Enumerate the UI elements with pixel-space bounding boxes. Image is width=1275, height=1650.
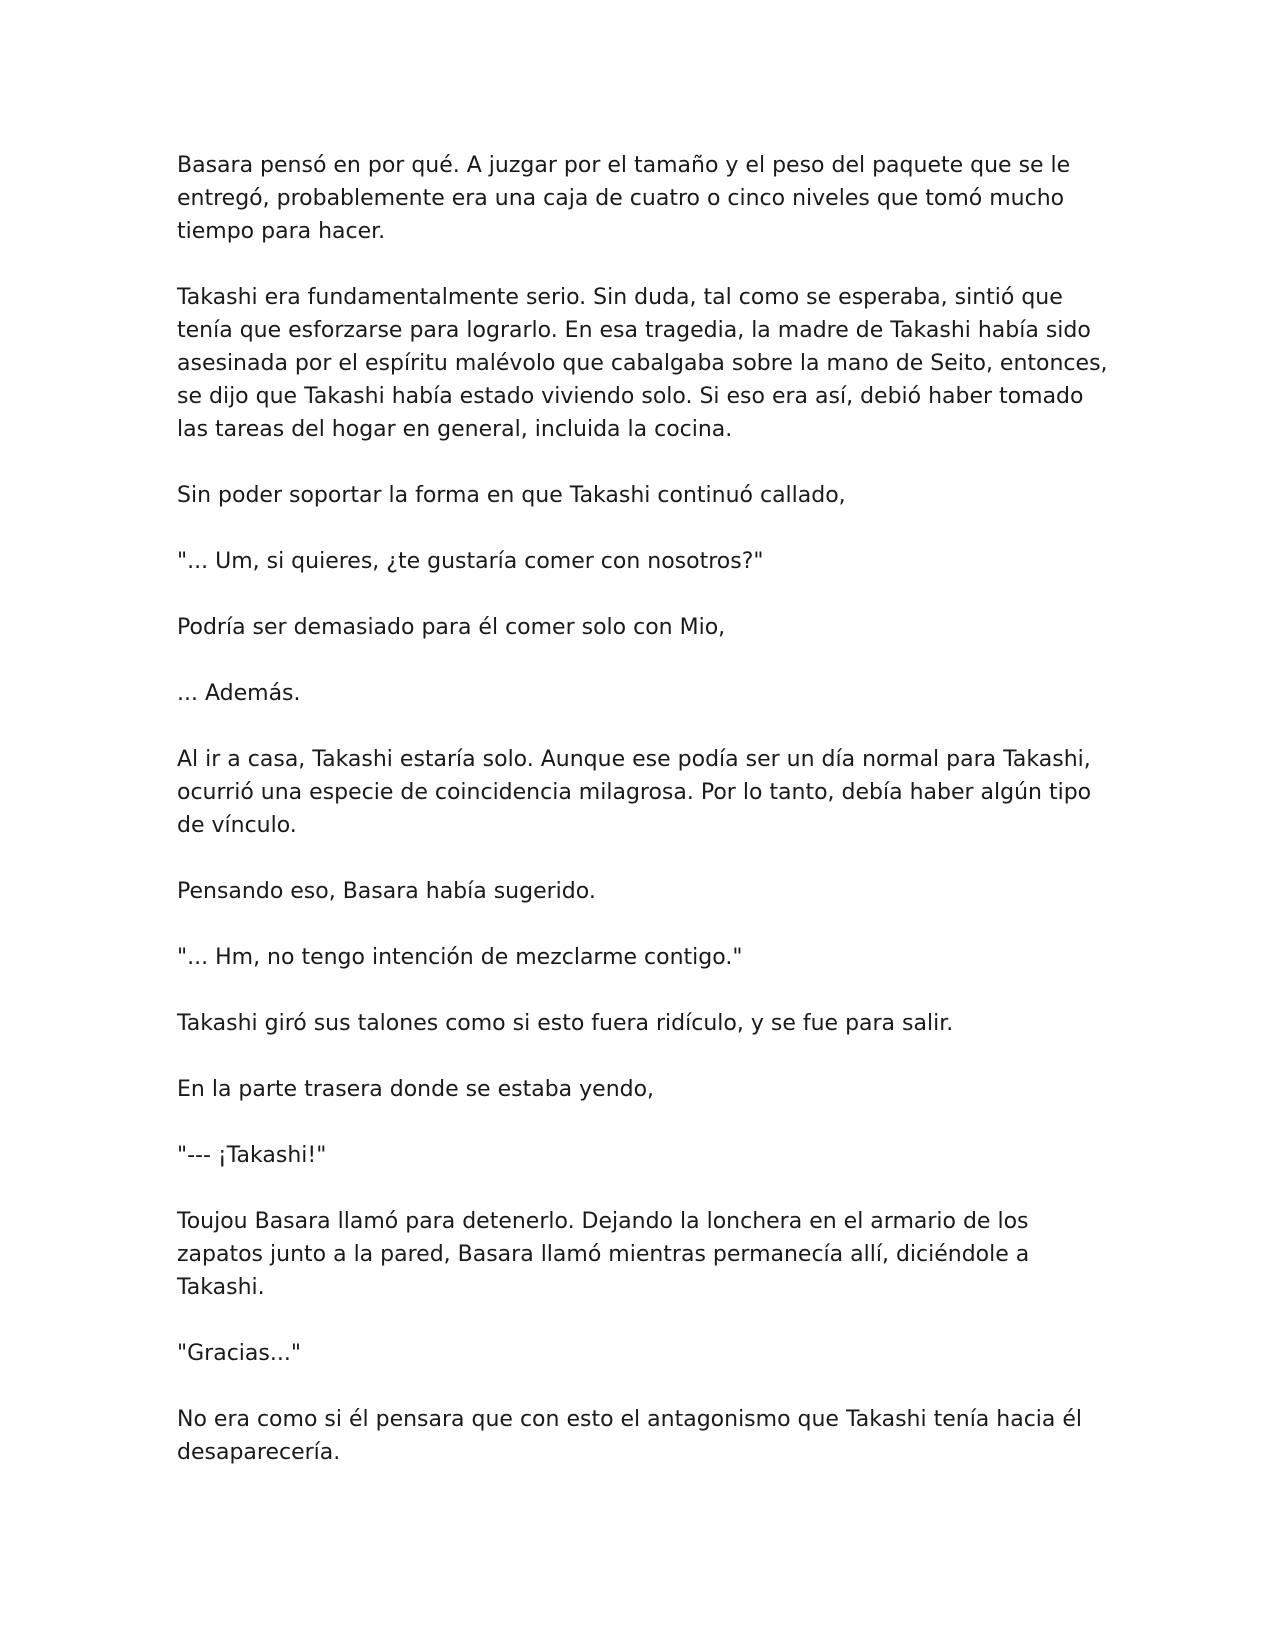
paragraph: "--- ¡Takashi!" [177, 1143, 327, 1168]
paragraph: No era como si él pensara que con esto el antagonismo que Takashi tenía hacia él desaparecería. [177, 1407, 1083, 1465]
document-page [177, 149, 1117, 1502]
paragraph: "... Um, si quieres, ¿te gustaría comer con nosotros?" [177, 549, 764, 574]
paragraph: Toujou Basara llamó para detenerlo. Dejando la lonchera en el armario de los zapatos junto a la pared, Basara llamó mientras permanecía allí, diciéndole a Takashi. [177, 1209, 1030, 1300]
paragraph: Podría ser demasiado para él comer solo con Mio, [177, 615, 726, 640]
paragraph: "... Hm, no tengo intención de mezclarme contigo." [177, 945, 743, 970]
paragraph: Al ir a casa, Takashi estaría solo. Aunque ese podía ser un día normal para Takashi, ocurrió una especie de coincidencia milagrosa. Por lo tanto, debía haber algún tipo de vínculo. [177, 747, 1092, 838]
paragraph: Basara pensó en por qué. A juzgar por el tamaño y el peso del paquete que se le entregó, probablemente era una caja de cuatro o cinco niveles que tomó mucho tiempo para hacer. [177, 153, 1071, 244]
paragraph: Pensando eso, Basara había sugerido. [177, 879, 596, 904]
paragraph: Takashi giró sus talones como si esto fuera ridículo, y se fue para salir. [177, 1011, 954, 1036]
paragraph: Takashi era fundamentalmente serio. Sin duda, tal como se esperaba, sintió que tenía que esforzarse para lograrlo. En esa tragedia, la madre de Takashi había sido asesinada por el espíritu malévolo que cabalgaba sobre la mano de Seito, entonces, se dijo que Takashi había estado viviendo solo. Si eso era así, debió haber tomado las tareas del hogar en general, incluida la cocina. [177, 285, 1108, 442]
paragraph: Sin poder soportar la forma en que Takashi continuó callado, [177, 483, 846, 508]
paragraph: ... Además. [177, 681, 301, 706]
paragraph: En la parte trasera donde se estaba yendo, [177, 1077, 655, 1102]
paragraph: "Gracias..." [177, 1341, 301, 1366]
